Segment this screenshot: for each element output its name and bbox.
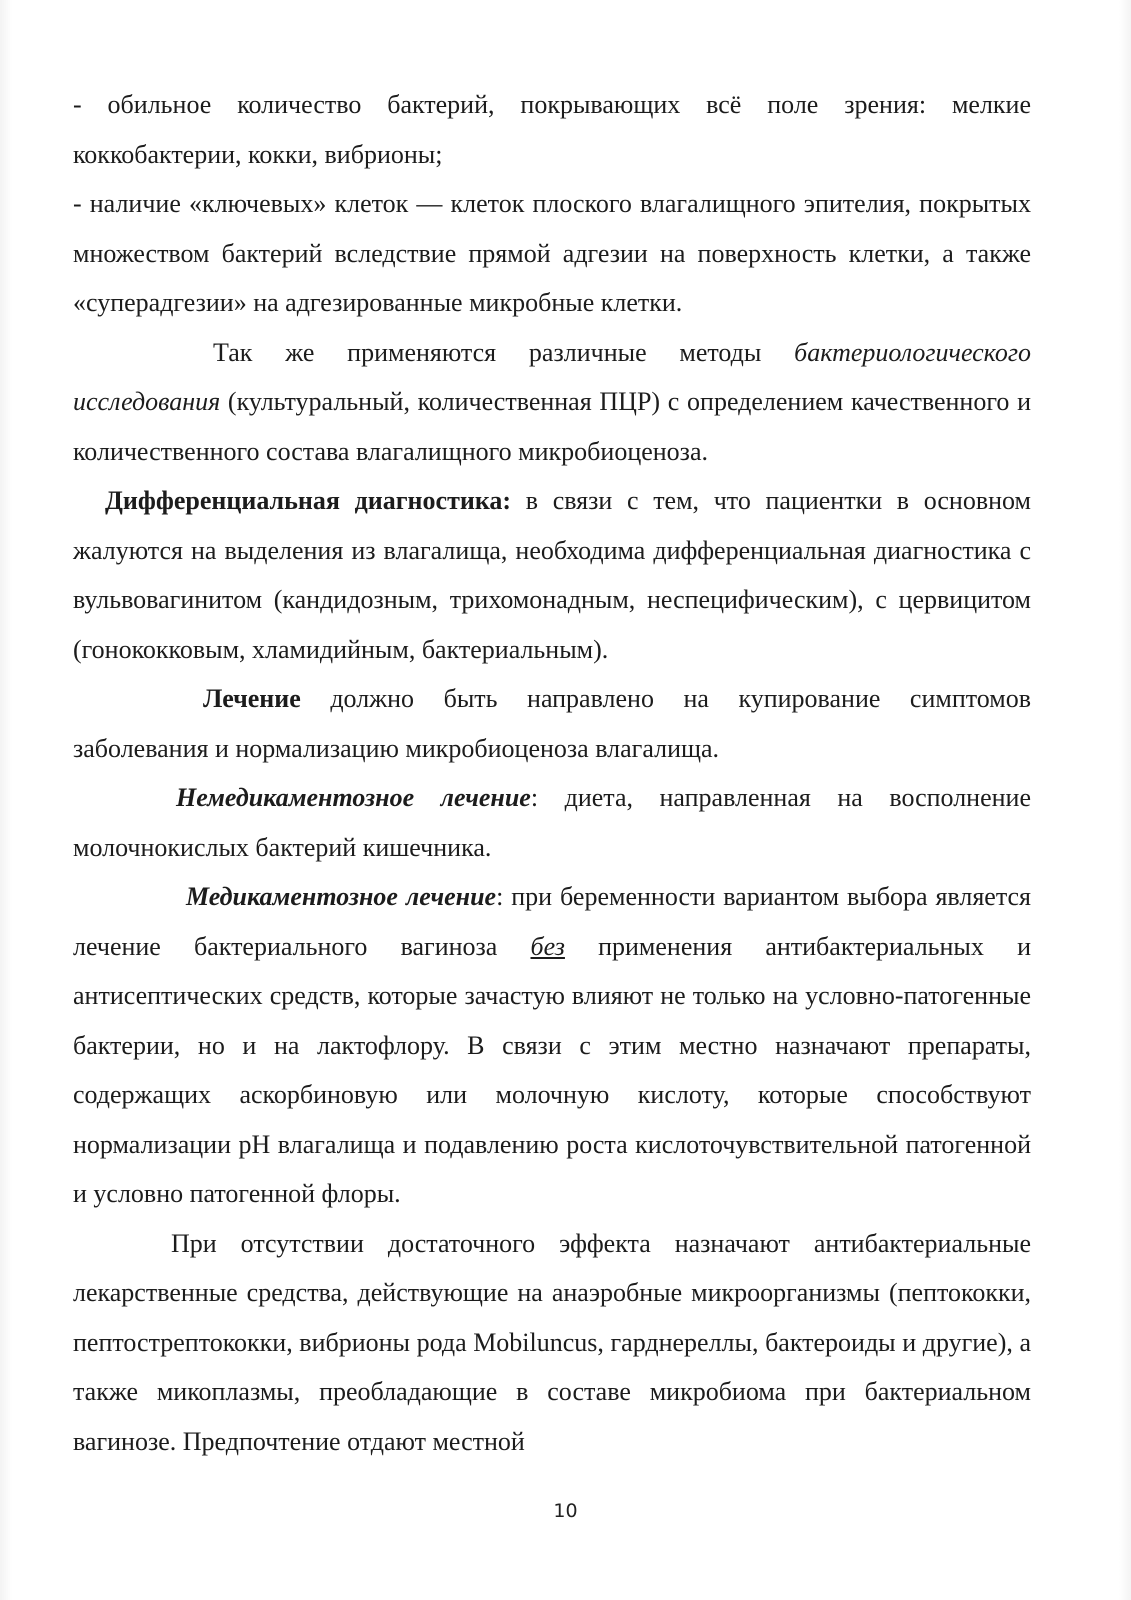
paragraph-antibacterial-therapy: При отсутствии достаточного эффекта назначают антибактериальные лекарственные средства, действующие на анаэробные микроорганизмы (пептококки, пептострептококки, вибрионы рода Mobiluncus, гарднереллы, бактероиды и другие), а также микоплазмы, преобладающие в составе микробиома при бактериальном вагинозе. Предпочтение отдают местной [73, 1228, 1031, 1456]
bold-italic-heading: Немедикаментозное лечение [176, 783, 531, 812]
text-run: : диета, направленная на восполнение молочнокислых бактерий кишечника. [73, 783, 1031, 862]
bold-heading: Дифференциальная диагностика: [105, 486, 512, 515]
text-run: Так же применяются различные методы [213, 337, 795, 367]
text-run: должно быть направлено на купирование симптомов заболевания и нормализацию микробиоценоза влагалища. [73, 684, 1031, 763]
text-run: (культуральный, количественная ПЦР) с определением качественного и количественного состава влагалищного микробиоценоза. [73, 387, 1031, 466]
paragraph-drug-treatment [73, 872, 1031, 1219]
text-run: : при беременности вариантом выбора является лечение бактериального вагиноза [73, 882, 1032, 961]
paragraph-differential-diagnosis [73, 476, 1031, 674]
text-run: в связи с тем, что пациентки в основном жалуются на выделения из влагалища, необходима дифференциальная диагностика с вульвовагинитом (кандидозным, трихомонадным, неспецифическим), с цервицитом (гонококковым, хламидийным, бактериальным). [73, 486, 1031, 664]
paragraph-bacteria-count: - обильное количество бактерий, покрывающих всё поле зрения: мелкие коккобактерии, кокки, вибрионы; [73, 90, 1031, 169]
bold-italic-heading: Медикаментозное лечение [186, 882, 497, 911]
paragraph-bacteriological-methods [73, 328, 1031, 477]
text-run: применения антибактериальных и антисептических средств, которые зачастую влияют не только на условно-патогенные бактерии, но и на лактофлору. В связи с этим местно назначают препараты, содержащих аскорбиновую или молочную кислоту, которые способствуют нормализации pH влагалища и подавлению роста кислоточувствительной патогенной и условно патогенной флоры. [73, 931, 1031, 1208]
paragraph-treatment [73, 674, 1031, 773]
underlined-word: без [530, 931, 565, 961]
bold-heading: Лечение [203, 684, 301, 713]
paragraph-non-drug-treatment [73, 773, 1031, 872]
page-number: 10 [553, 1500, 578, 1522]
italic-term: бактериологического исследования [73, 337, 1031, 416]
page-body [73, 80, 1031, 1466]
paragraph-key-cells: - наличие «ключевых» клеток — клеток плоского влагалищного эпителия, покрытых множеством бактерий вследствие прямой адгезии на поверхность клетки, а также «суперадгезии» на адгезированные микробные клетки. [73, 189, 1031, 317]
